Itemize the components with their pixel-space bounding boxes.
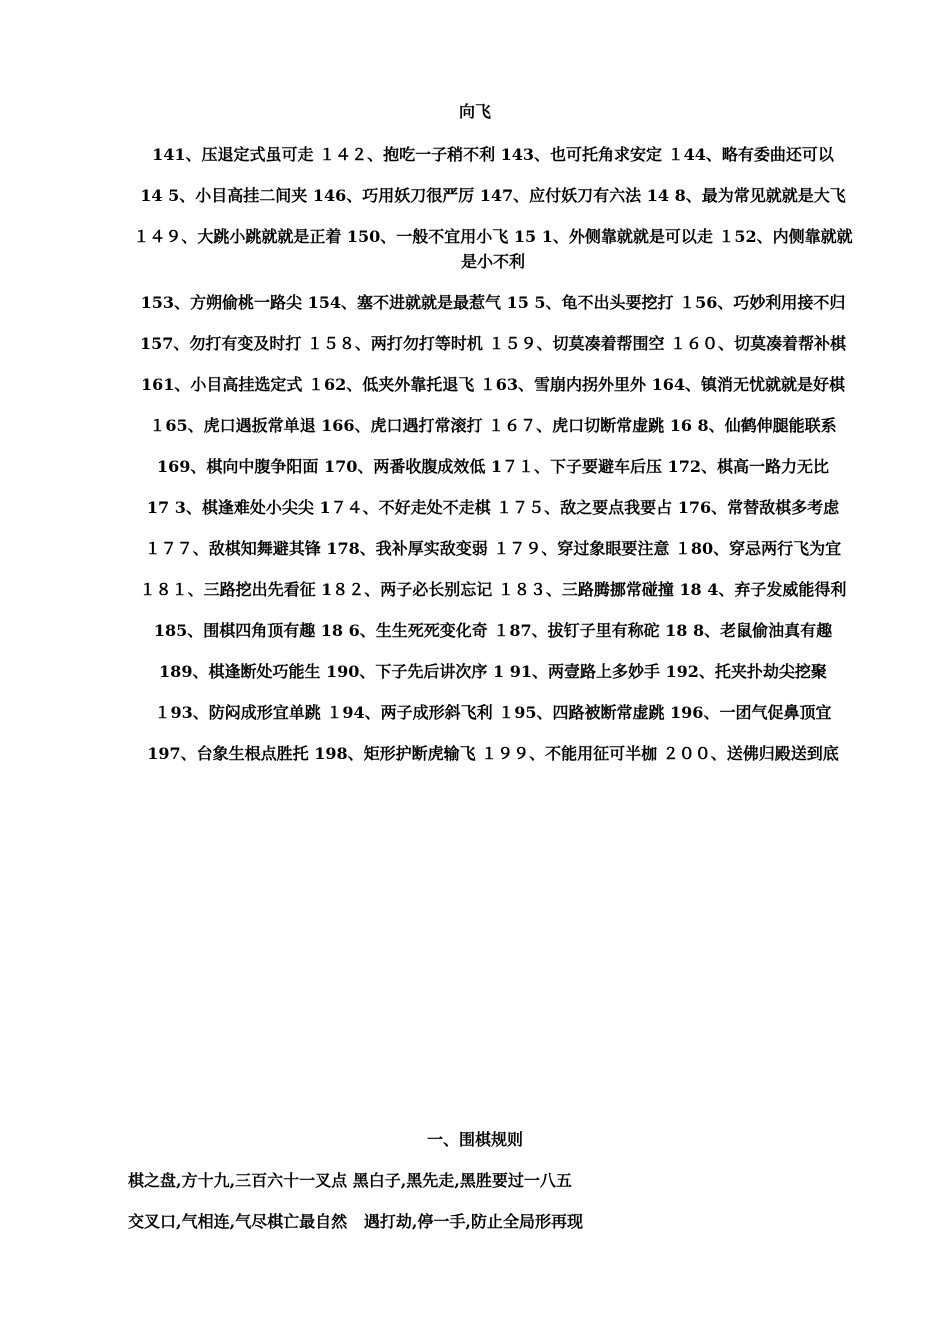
rule-line: 交叉口,气相连,气尽棋亡最自然 遇打劫,停一手,防止全局形再现 [128, 1212, 583, 1231]
section-title: 一、围棋规则 [426, 1130, 523, 1149]
verse-line: 17 3、棋逢难处小尖尖 1７４、不好走处不走棋 １７５、敌之要点我要占 176、常替敌棋多考虑 [146, 498, 840, 517]
verse-line: １４９、大跳小跳就就是正着 150、一般不宜用小飞 15 1、外侧靠就就是可以走 １52、内侧靠就就是小不利 [133, 227, 853, 271]
verse-line: １７７、敌棋知舞避其锋 178、我补厚实敌变弱 １７９、穿过象眼要注意 １80、穿忌两行飞为宜 [144, 539, 842, 558]
verse-line: 157、勿打有变及时打 １５８、两打勿打等时机 １５９、切莫凑着帮围空 １６０、切莫凑着帮补棋 [139, 334, 847, 353]
verse-line: 141、压退定式虽可走 １４２、抱吃一子稍不利 143、也可托角求安定 １44、略有委曲还可以 [152, 145, 834, 164]
verse-line: 14 5、小目高挂二间夹 146、巧用妖刀很严厉 147、应付妖刀有六法 14 8、最为常见就就是大飞 [140, 186, 846, 205]
verse-line: 197、台象生根点胜托 198、矩形护断虎输飞 １９９、不能用征可半枷 ２００、送佛归殿送到底 [147, 744, 839, 763]
verse-line: 169、棋向中腹争阳面 170、两番收腹成效低 1７１、下子要避车后压 172、棋高一路力无比 [156, 457, 830, 476]
verse-line: １93、防闷成形宜单跳 １94、两子成形斜飞利 １95、四路被断常虚跳 196、一团气促鼻顶宜 [154, 703, 832, 722]
verse-line: 161、小目高挂选定式 １62、低夹外靠托退飞 １63、雪崩内拐外里外 164、镇消无忧就就是好棋 [140, 375, 846, 394]
verse-line: 185、围棋四角顶有趣 18 6、生生死死变化奇 １87、拔钉子里有称砣 18 8、老鼠偷油真有趣 [153, 621, 833, 640]
verse-line: 189、棋逢断处巧能生 190、下子先后讲次序 1 91、两壹路上多妙手 192、托夹扑劫尖挖聚 [159, 662, 827, 681]
verse-line: 153、方朔偷桃一路尖 154、塞不进就就是最惹气 15 5、龟不出头要挖打 １56、巧妙利用接不归 [140, 293, 846, 312]
page-heading: 向飞 [458, 102, 491, 121]
verse-line: １65、虎口遇扳常单退 166、虎口遇打常滚打 １６７、虎口切断常虚跳 16 8、仙鹤伸腿能联系 [149, 416, 837, 435]
verse-line: １８１、三路挖出先看征 1８２、两子必长别忘记 １８３、三路腾挪常碰撞 18 4、弃子发威能得利 [139, 580, 847, 599]
rule-line: 棋之盘,方十九,三百六十一叉点 黑白子,黑先走,黑胜要过一八五 [128, 1171, 572, 1190]
verse-list [126, 142, 860, 782]
